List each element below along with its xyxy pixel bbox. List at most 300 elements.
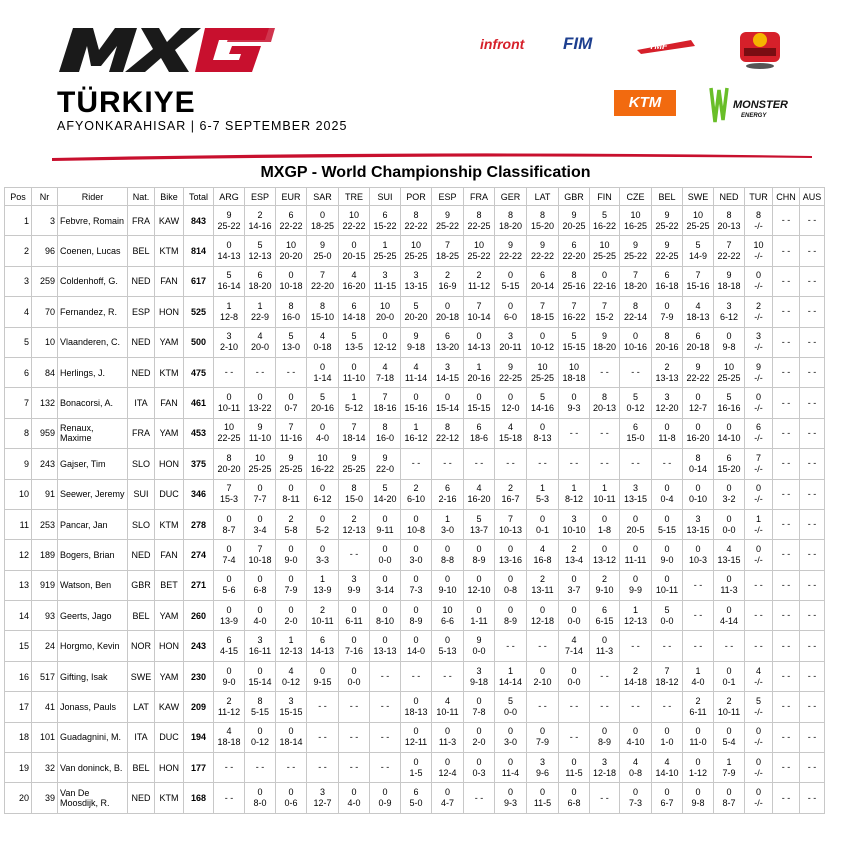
- heat-results: 12-18: [530, 615, 555, 626]
- gp-result-cell: [464, 206, 495, 236]
- heat-results: 15-2: [595, 311, 614, 322]
- heat-results: 10-11: [311, 615, 334, 626]
- gp-result-cell: [307, 266, 339, 296]
- total-points-cell: 500: [184, 327, 214, 357]
- gp-result-cell: [527, 388, 559, 418]
- total-points-cell: 843: [184, 206, 214, 236]
- heat-results: -/-: [754, 433, 763, 444]
- heat-results: -/-: [754, 524, 763, 535]
- heat-results: 18-12: [655, 676, 679, 687]
- heat-results: 16-22: [562, 311, 586, 322]
- position-cell: 8: [5, 418, 32, 448]
- gp-result-cell: [401, 722, 432, 752]
- gp-points: 0: [539, 726, 545, 737]
- gp-points: 0: [507, 392, 513, 403]
- rider-cell: Guadagnini, M.: [58, 722, 128, 752]
- gp-points: 0: [257, 513, 263, 524]
- heat-results: 10-11: [217, 403, 241, 414]
- gp-result-cell: [620, 783, 652, 813]
- gp-result-cell: [401, 570, 432, 600]
- gp-result-cell: - -: [800, 601, 825, 631]
- gp-result-cell: [620, 297, 652, 327]
- rider-cell: Gifting, Isak: [58, 661, 128, 691]
- heat-results: 16-22: [592, 220, 617, 231]
- gp-result-cell: [432, 540, 464, 570]
- gp-result-cell: [245, 631, 276, 661]
- gp-points: 0: [226, 513, 232, 524]
- gp-result-cell: [745, 418, 773, 448]
- nationality-cell: FRA: [128, 206, 155, 236]
- heat-results: 12-8: [219, 311, 238, 322]
- gp-result-cell: [432, 297, 464, 327]
- gp-result-cell: [401, 297, 432, 327]
- gp-result-cell: [745, 206, 773, 236]
- heat-results: 22-14: [623, 311, 648, 322]
- gp-result-cell: [339, 327, 370, 357]
- gp-result-cell: [339, 206, 370, 236]
- gp-points: 0: [413, 635, 419, 646]
- gp-points: 0: [664, 422, 670, 433]
- heat-results: -/-: [754, 251, 763, 262]
- heat-results: 6-8: [253, 585, 267, 596]
- column-header: Rider: [58, 188, 128, 206]
- gp-points: 3: [695, 513, 701, 524]
- gp-result-cell: [745, 509, 773, 539]
- gp-result-cell: - -: [276, 753, 307, 783]
- gp-points: 6: [413, 787, 419, 798]
- table-row: [5, 297, 825, 327]
- gp-result-cell: [245, 449, 276, 479]
- heat-results: 9-8: [722, 342, 736, 353]
- gp-points: 0: [695, 726, 701, 737]
- gp-points: 5: [382, 483, 388, 494]
- gp-points: 10: [723, 361, 734, 372]
- gp-result-cell: [214, 509, 245, 539]
- number-cell: 517: [32, 661, 58, 691]
- heat-results: 15-16: [404, 403, 428, 414]
- gp-points: 0: [476, 331, 482, 342]
- gp-points: 9: [695, 361, 701, 372]
- gp-points: 0: [539, 665, 545, 676]
- gp-result-cell: - -: [401, 661, 432, 691]
- heat-results: 7-3: [409, 585, 423, 596]
- heat-results: 11-0: [689, 737, 707, 748]
- gp-result-cell: - -: [800, 753, 825, 783]
- gp-points: 3: [539, 756, 545, 767]
- heat-results: -/-: [754, 494, 763, 505]
- gp-result-cell: [339, 297, 370, 327]
- heat-results: 7-9: [284, 585, 298, 596]
- heat-results: 9-3: [503, 798, 517, 809]
- gp-result-cell: [464, 631, 495, 661]
- table-row: [5, 570, 825, 600]
- gp-result-cell: [745, 753, 773, 783]
- gp-points: 5: [755, 695, 761, 706]
- bike-cell: HON: [155, 297, 184, 327]
- gp-result-cell: [464, 479, 495, 509]
- position-cell: 19: [5, 753, 32, 783]
- gp-points: 0: [444, 756, 450, 767]
- gp-points: 8: [601, 392, 607, 403]
- gp-result-cell: [559, 540, 590, 570]
- gp-points: 1: [632, 604, 638, 615]
- gp-result-cell: - -: [590, 357, 620, 387]
- gp-points: 0: [601, 270, 607, 281]
- gp-result-cell: [620, 753, 652, 783]
- gp-result-cell: [307, 601, 339, 631]
- gp-result-cell: - -: [800, 783, 825, 813]
- gp-result-cell: [339, 509, 370, 539]
- position-cell: 15: [5, 631, 32, 661]
- total-points-cell: 194: [184, 722, 214, 752]
- heat-results: 0-0: [378, 554, 392, 565]
- gp-result-cell: [432, 601, 464, 631]
- heat-results: 20-18: [435, 311, 460, 322]
- gp-points: 0: [507, 604, 513, 615]
- gp-points: 9: [288, 452, 294, 463]
- heat-results: 15-20: [717, 463, 741, 474]
- number-cell: 3: [32, 206, 58, 236]
- gp-result-cell: [652, 357, 683, 387]
- heat-results: 5-13: [438, 646, 457, 657]
- gp-points: 0: [413, 695, 419, 706]
- gp-points: 6: [288, 209, 294, 220]
- heat-results: 18-13: [404, 706, 428, 717]
- gp-points: 0: [726, 513, 732, 524]
- heat-results: 25-25: [248, 463, 272, 474]
- heat-results: 6-8: [567, 798, 581, 809]
- heat-results: 11-14: [404, 372, 428, 383]
- heat-results: 9-0: [222, 676, 236, 687]
- column-header: GER: [495, 188, 527, 206]
- heat-results: 22-22: [686, 372, 710, 383]
- heat-results: 8-8: [440, 554, 454, 565]
- number-cell: 259: [32, 266, 58, 296]
- heat-results: 2-0: [472, 737, 486, 748]
- gp-points: 0: [319, 422, 325, 433]
- gp-result-cell: [590, 236, 620, 266]
- gp-result-cell: [464, 601, 495, 631]
- heat-results: 7-18: [375, 372, 394, 383]
- heat-results: 13-12: [592, 554, 617, 565]
- event-country: TÜRKIYE: [57, 86, 196, 119]
- heat-results: 22-12: [435, 433, 460, 444]
- heat-results: 16-20: [686, 433, 710, 444]
- heat-results: 0-3: [472, 767, 486, 778]
- gp-points: 1: [539, 483, 545, 494]
- gp-result-cell: - -: [620, 357, 652, 387]
- heat-results: 0-14: [688, 463, 707, 474]
- gp-result-cell: [370, 388, 401, 418]
- gp-result-cell: - -: [800, 661, 825, 691]
- gp-points: 0: [571, 787, 577, 798]
- gp-result-cell: [245, 692, 276, 722]
- gp-points: 0: [601, 513, 607, 524]
- heat-results: 9-10: [438, 585, 457, 596]
- gp-points: 4: [571, 635, 577, 646]
- gp-result-cell: [432, 357, 464, 387]
- heat-results: 0-8: [503, 585, 517, 596]
- gp-result-cell: [714, 661, 745, 691]
- gp-points: 0: [726, 665, 732, 676]
- total-points-cell: 271: [184, 570, 214, 600]
- gp-points: 6: [755, 422, 761, 433]
- gp-result-cell: - -: [773, 661, 800, 691]
- gp-result-cell: - -: [339, 540, 370, 570]
- gp-points: 1: [288, 635, 294, 646]
- heat-results: 22-25: [655, 251, 679, 262]
- gp-points: 10: [599, 240, 610, 251]
- gp-result-cell: [307, 357, 339, 387]
- gp-result-cell: [245, 479, 276, 509]
- gp-result-cell: [401, 236, 432, 266]
- gp-result-cell: [620, 418, 652, 448]
- number-cell: 32: [32, 753, 58, 783]
- gp-result-cell: [339, 783, 370, 813]
- heat-results: 12-13: [342, 524, 366, 535]
- rider-cell: Bonacorsi, A.: [58, 388, 128, 418]
- gp-result-cell: [245, 722, 276, 752]
- gp-result-cell: - -: [800, 479, 825, 509]
- heat-results: 25-25: [373, 251, 397, 262]
- gp-result-cell: [464, 327, 495, 357]
- gp-result-cell: [652, 236, 683, 266]
- gp-points: 0: [382, 513, 388, 524]
- gp-points: 0: [632, 543, 638, 554]
- gp-result-cell: [652, 601, 683, 631]
- gp-points: 0: [444, 300, 450, 311]
- heat-results: 22-20: [310, 281, 335, 292]
- heat-results: 10-18: [279, 281, 303, 292]
- gp-points: 4: [726, 543, 732, 554]
- heat-results: 10-13: [498, 524, 523, 535]
- gp-result-cell: [214, 631, 245, 661]
- total-points-cell: 475: [184, 357, 214, 387]
- gp-points: 7: [601, 300, 607, 311]
- heat-results: 20-0: [250, 342, 269, 353]
- gp-result-cell: [214, 327, 245, 357]
- gp-result-cell: [401, 266, 432, 296]
- rider-cell: Watson, Ben: [58, 570, 128, 600]
- heat-results: 14-18: [623, 676, 648, 687]
- gp-points: 0: [288, 726, 294, 737]
- gp-result-cell: [464, 388, 495, 418]
- gp-result-cell: [276, 570, 307, 600]
- gp-points: 9: [507, 361, 513, 372]
- gp-result-cell: [307, 236, 339, 266]
- heat-results: 16-18: [655, 281, 679, 292]
- gp-points: 0: [571, 756, 577, 767]
- gp-result-cell: [370, 449, 401, 479]
- gp-points: 0: [319, 543, 325, 554]
- gp-points: 7: [571, 300, 577, 311]
- gp-result-cell: [714, 601, 745, 631]
- heat-results: 12-4: [438, 767, 457, 778]
- gp-points: 8: [413, 209, 419, 220]
- heat-results: 3-2: [722, 494, 736, 505]
- heat-results: 14-10: [655, 767, 679, 778]
- position-cell: 9: [5, 449, 32, 479]
- total-points-cell: 230: [184, 661, 214, 691]
- gp-result-cell: [527, 327, 559, 357]
- heat-results: 20-13: [717, 220, 741, 231]
- gp-result-cell: [370, 297, 401, 327]
- heat-results: 9-11: [376, 524, 394, 535]
- gp-points: 0: [571, 574, 577, 585]
- gp-result-cell: - -: [773, 540, 800, 570]
- number-cell: 243: [32, 449, 58, 479]
- heat-results: 11-11: [624, 554, 647, 565]
- header-divider: [52, 150, 812, 162]
- heat-results: 4-0: [347, 798, 361, 809]
- gp-points: 3: [444, 361, 450, 372]
- total-points-cell: 814: [184, 236, 214, 266]
- heat-results: 3-3: [315, 554, 329, 565]
- heat-results: 0-7: [284, 403, 298, 414]
- gp-points: 3: [571, 513, 577, 524]
- gp-points: 9: [664, 209, 670, 220]
- bike-cell: BET: [155, 570, 184, 600]
- gp-result-cell: [559, 753, 590, 783]
- gp-result-cell: [307, 570, 339, 600]
- gp-points: 3: [382, 270, 388, 281]
- gp-result-cell: [714, 327, 745, 357]
- gp-result-cell: [432, 509, 464, 539]
- heat-results: 8-9: [503, 615, 517, 626]
- heat-results: 6-6: [440, 615, 454, 626]
- gp-points: 4: [257, 331, 263, 342]
- bike-cell: KTM: [155, 509, 184, 539]
- heat-results: 15-14: [248, 676, 272, 687]
- heat-results: 3-4: [253, 524, 267, 535]
- gp-result-cell: [683, 661, 714, 691]
- heat-results: 15-3: [219, 494, 238, 505]
- gp-points: 0: [382, 604, 388, 615]
- gp-points: 1: [413, 422, 419, 433]
- heat-results: 18-13: [686, 311, 710, 322]
- gp-points: 4: [632, 756, 638, 767]
- rider-cell: Van doninck, B.: [58, 753, 128, 783]
- table-row: [5, 783, 825, 813]
- heat-results: 14-14: [498, 676, 523, 687]
- gp-points: 5: [476, 513, 482, 524]
- gp-result-cell: - -: [773, 236, 800, 266]
- gp-result-cell: [683, 297, 714, 327]
- heat-results: 0-0: [567, 615, 581, 626]
- bike-cell: DUC: [155, 722, 184, 752]
- nationality-cell: NED: [128, 327, 155, 357]
- gp-points: 0: [382, 574, 388, 585]
- gp-points: 0: [351, 787, 357, 798]
- gp-result-cell: [620, 570, 652, 600]
- heat-results: 0-1: [535, 524, 549, 535]
- heat-results: 25-22: [217, 220, 241, 231]
- gp-points: 0: [476, 695, 482, 706]
- gp-points: 2: [632, 665, 638, 676]
- number-cell: 70: [32, 297, 58, 327]
- gp-result-cell: [495, 509, 527, 539]
- gp-result-cell: [559, 388, 590, 418]
- heat-results: 7-9: [660, 311, 674, 322]
- gp-result-cell: [339, 357, 370, 387]
- gp-points: 7: [288, 422, 294, 433]
- gp-result-cell: - -: [527, 692, 559, 722]
- gp-points: 0: [507, 756, 513, 767]
- gp-result-cell: - -: [370, 661, 401, 691]
- gp-result-cell: [714, 297, 745, 327]
- table-row: [5, 753, 825, 783]
- heat-results: 25-22: [467, 251, 491, 262]
- gp-result-cell: [714, 753, 745, 783]
- gp-result-cell: - -: [800, 540, 825, 570]
- heat-results: 13-22: [248, 403, 272, 414]
- gp-result-cell: [559, 297, 590, 327]
- heat-results: 9-9: [628, 585, 642, 596]
- gp-result-cell: [714, 540, 745, 570]
- heat-results: 22-22: [404, 220, 428, 231]
- gp-result-cell: [714, 206, 745, 236]
- gp-points: 0: [476, 574, 482, 585]
- gp-result-cell: [245, 327, 276, 357]
- heat-results: 18-15: [530, 311, 555, 322]
- gp-result-cell: [527, 753, 559, 783]
- gp-points: 4: [288, 665, 294, 676]
- heat-results: 6-11: [345, 615, 363, 626]
- gp-result-cell: [401, 206, 432, 236]
- gp-result-cell: [559, 509, 590, 539]
- gp-result-cell: - -: [620, 449, 652, 479]
- gp-points: 2: [288, 513, 294, 524]
- gp-points: 2: [413, 483, 419, 494]
- table-header-row: [5, 188, 825, 206]
- heat-results: 12-11: [404, 737, 428, 748]
- gp-result-cell: [745, 479, 773, 509]
- gp-result-cell: [464, 570, 495, 600]
- gp-points: 2: [476, 270, 482, 281]
- gp-result-cell: - -: [800, 631, 825, 661]
- gp-result-cell: [683, 449, 714, 479]
- gp-result-cell: [307, 509, 339, 539]
- gp-points: 0: [288, 543, 294, 554]
- gp-points: 1: [755, 513, 761, 524]
- gp-result-cell: - -: [683, 570, 714, 600]
- gp-result-cell: [307, 388, 339, 418]
- heat-results: 11-3: [720, 585, 738, 596]
- gp-result-cell: [339, 631, 370, 661]
- heat-results: 13-9: [219, 615, 238, 626]
- gp-points: 0: [539, 604, 545, 615]
- gp-result-cell: - -: [370, 692, 401, 722]
- heat-results: 16-16: [717, 403, 741, 414]
- column-header: ESP: [432, 188, 464, 206]
- heat-results: 13-15: [717, 554, 741, 565]
- gp-points: 0: [571, 392, 577, 403]
- heat-results: 15-15: [562, 342, 586, 353]
- gp-result-cell: - -: [590, 661, 620, 691]
- bike-cell: HON: [155, 449, 184, 479]
- nationality-cell: BEL: [128, 236, 155, 266]
- heat-results: 13-20: [435, 342, 460, 353]
- heat-results: 12-13: [623, 615, 648, 626]
- heat-results: 2-16: [438, 494, 457, 505]
- gp-result-cell: [276, 540, 307, 570]
- gp-result-cell: - -: [432, 449, 464, 479]
- position-cell: 2: [5, 236, 32, 266]
- gp-points: 2: [351, 513, 357, 524]
- gp-result-cell: [495, 753, 527, 783]
- gp-points: 3: [755, 331, 761, 342]
- gp-result-cell: - -: [370, 753, 401, 783]
